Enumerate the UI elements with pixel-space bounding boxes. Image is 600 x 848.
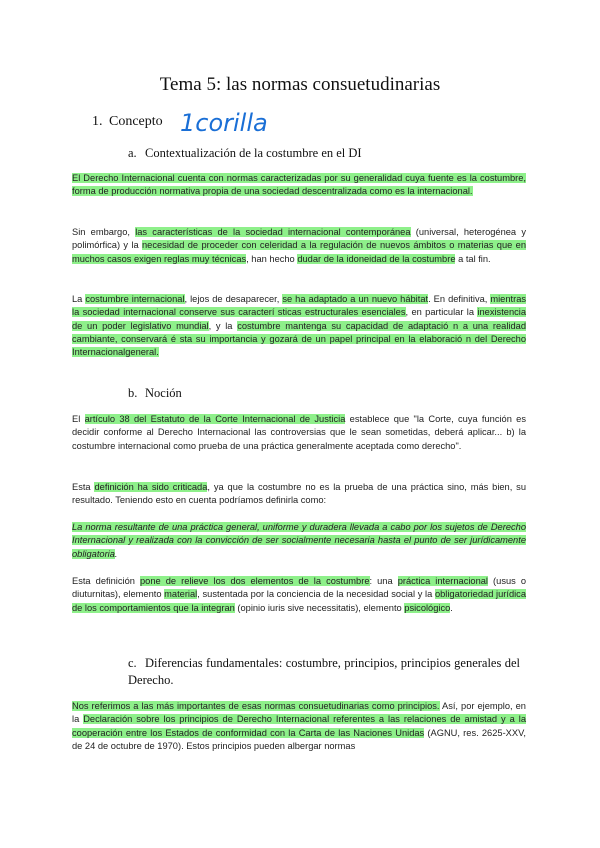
highlight: costumbre mantenga su capacidad de adaptació n a una realidad cambiante, conservará é sta su importancia y gozará de un papel principal en la elaboració n del Derecho Internacionalgeneral. bbox=[72, 320, 526, 358]
text: a tal fin. bbox=[455, 253, 491, 264]
page-title: Tema 5: las normas consuetudinarias bbox=[159, 74, 441, 95]
subheading-c bbox=[128, 655, 520, 689]
highlight: obligatoriedad jurídica de los comportamientos que la integran bbox=[72, 589, 527, 613]
highlight: mientras la sociedad internacional conserve sus caracterí sticas estructurales esenciales bbox=[72, 294, 527, 318]
text: , han hecho bbox=[246, 253, 298, 264]
text: El bbox=[72, 414, 85, 424]
paragraph-1 bbox=[72, 172, 526, 199]
definition-paragraph bbox=[72, 521, 526, 561]
highlight: definición ha sido criticada bbox=[94, 482, 208, 492]
text: (opinio iuris sive necessitatis), elemento bbox=[234, 602, 405, 613]
text: Esta bbox=[72, 482, 95, 492]
section-label: Concepto bbox=[109, 114, 163, 129]
highlight: artículo 38 del Estatuto de la Corte Internacional de Justicia bbox=[84, 414, 346, 424]
text: . bbox=[450, 602, 453, 613]
subheading-label: Contextualización de la costumbre en el DI bbox=[145, 146, 362, 160]
subheading-number: a. bbox=[128, 146, 137, 160]
paragraph-3 bbox=[72, 293, 526, 359]
subheading-a bbox=[128, 146, 362, 161]
text: Así, por ejemplo, en la bbox=[72, 701, 526, 725]
paragraph-2 bbox=[72, 226, 526, 266]
text: , sustentada por la conciencia de la necesidad social y la bbox=[197, 589, 435, 600]
highlight: las características de la sociedad internacional contemporánea bbox=[135, 227, 411, 237]
highlight: práctica internacional bbox=[397, 576, 489, 586]
text: Esta definición bbox=[72, 576, 140, 586]
highlight: material bbox=[164, 589, 198, 600]
subheading-number: b. bbox=[128, 386, 138, 400]
highlight: Nos referimos a las más importantes de esas normas consuetudinarias como principios. bbox=[72, 701, 440, 711]
text: La bbox=[72, 294, 86, 304]
section-heading-concepto bbox=[92, 114, 163, 130]
text: . bbox=[114, 548, 118, 559]
subheading-b bbox=[128, 386, 182, 401]
text: (usus o diuturnitas), elemento bbox=[72, 576, 527, 600]
handwritten-annotation bbox=[178, 103, 268, 139]
text: (universal, heterogénea y polimórfica) y la bbox=[72, 227, 526, 251]
text: , lejos de desaparecer, bbox=[184, 294, 283, 304]
highlight: pone de relieve los dos elementos de la costumbre bbox=[139, 576, 370, 586]
paragraph-5 bbox=[72, 481, 526, 508]
paragraph-4 bbox=[72, 413, 526, 453]
section-number: 1. bbox=[92, 114, 103, 129]
highlight: dudar de la idoneidad de la costumbre bbox=[297, 253, 456, 264]
text: . En definitiva, bbox=[428, 294, 491, 304]
highlight: El Derecho Internacional cuenta con normas caracterizadas por su generalidad cuya fuente es la costumbre, forma de producción normativa propia de una sociedad descentralizada como es la internacional. bbox=[72, 173, 526, 197]
text: Sin embargo, bbox=[72, 227, 136, 237]
highlight: La norma resultante de una práctica general, uniforme y duradera llevada a cabo por los sujetos de Derecho Internacional y realizada con la convicción de ser socialmente necesaria hasta el punto de ser jurídicamente obligatoria bbox=[72, 522, 526, 559]
highlight: necesidad de proceder con celeridad a la regulación de nuevos ámbitos o materias que en muchos casos exigen reglas muy técnicas bbox=[72, 240, 526, 264]
text: , ya que la costumbre no es la prueba de una práctica sino, más bien, su resultado. Teniendo esto en cuenta podríamos definirla como: bbox=[72, 482, 526, 506]
paragraph-7 bbox=[72, 575, 526, 615]
subheading-number: c. bbox=[128, 656, 137, 670]
text: , en particular la bbox=[405, 307, 478, 318]
highlight: inexistencia de un poder legislativo mundial bbox=[72, 307, 526, 331]
handwritten-text: 1corilla bbox=[180, 109, 268, 137]
text: , y la bbox=[208, 320, 238, 331]
subheading-label: Noción bbox=[145, 386, 182, 400]
highlight: se ha adaptado a un nuevo hábitat bbox=[282, 294, 429, 304]
highlight: psicológico bbox=[404, 602, 451, 613]
text: : una bbox=[369, 576, 398, 586]
text: establece que "la Corte, cuya función es decidir conforme al Derecho Internacional las controversias que le sean sometidas, deberá aplicar... b) la costumbre internacional como prueba de una práctica generalmente aceptada como derecho". bbox=[72, 414, 526, 451]
highlight: Declaración sobre los principios de Derecho Internacional referentes a las relaciones de amistad y a la cooperación entre los Estados de conformidad con la Carta de las Naciones Unidas bbox=[72, 714, 526, 738]
text: (AGNU, res. 2625-XXV, de 24 de octubre de 1970). Estos principios pueden albergar normas bbox=[72, 727, 526, 751]
subheading-label: Diferencias fundamentales: costumbre, principios, principios generales del Derecho. bbox=[128, 656, 520, 687]
highlight: costumbre internacional bbox=[85, 294, 185, 304]
paragraph-8 bbox=[72, 700, 526, 753]
